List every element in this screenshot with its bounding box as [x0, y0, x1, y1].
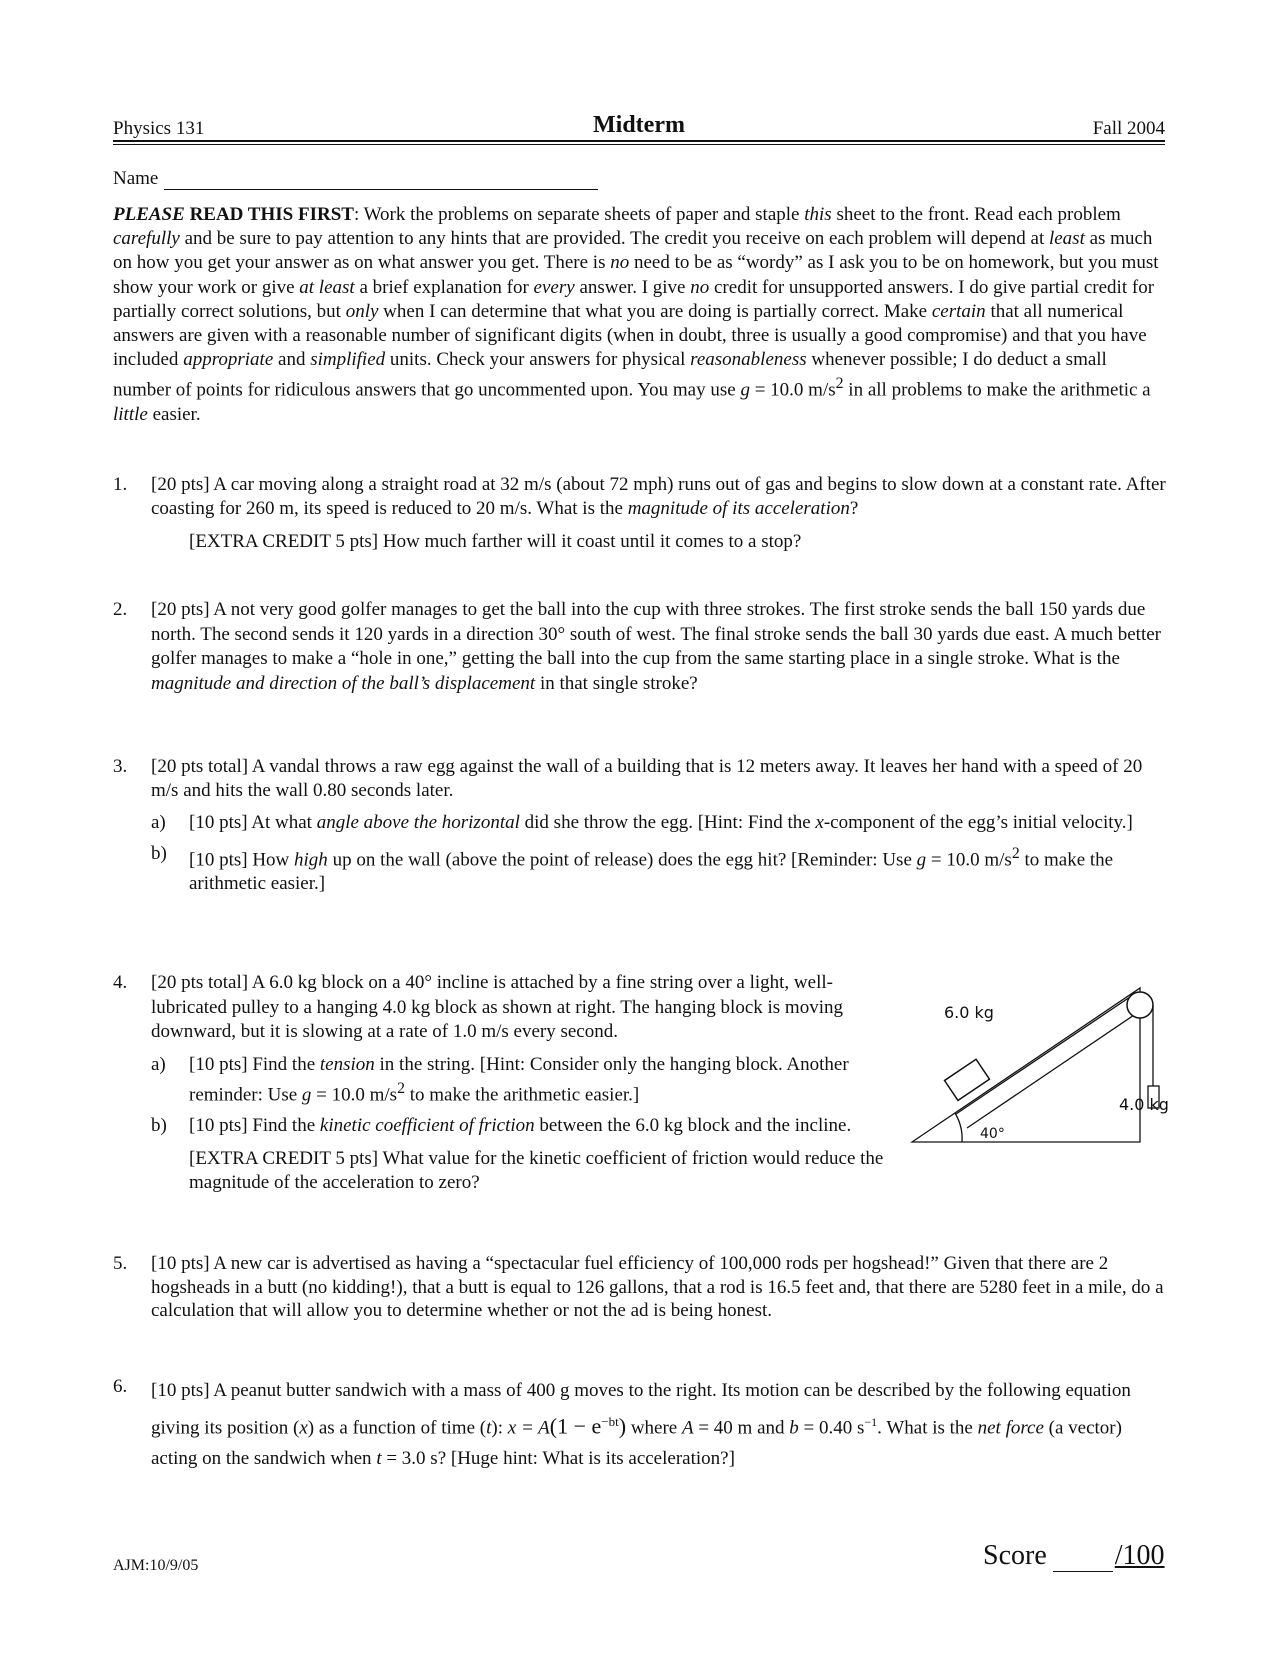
part-text [189, 1053, 893, 1107]
q4a-text: in the string. [Hint: Consider only the hanging block. Another reminder: Use [189, 1053, 849, 1105]
intro-text: and be sure to pay attention to any hints that are provided. The credit you receive on each problem will depend at [179, 228, 1049, 250]
angle-label: 40° [980, 1126, 1005, 1142]
q2-end: in that single stroke? [535, 672, 698, 694]
intro-text: credit for unsupported answers. I do give partial credit for partially correct solutions, but [113, 276, 1155, 322]
intro-em: appropriate [183, 349, 274, 371]
instructions [113, 203, 1168, 427]
question-5 [113, 1252, 1168, 1323]
q3a-text: did she throw the egg. [Hint: Find the [519, 812, 816, 833]
q3a-em: angle above the horizontal [316, 812, 520, 833]
score-total: /100 [1114, 1540, 1165, 1571]
intro-em: at least [299, 276, 355, 298]
intro-em: only [345, 300, 379, 322]
intro-text: easier. [147, 403, 201, 425]
intro-em: no [610, 252, 630, 274]
q4b-text: between the 6.0 kg block and the incline. [534, 1114, 852, 1136]
question-text: [10 pts] A new car is advertised as having a “spectacular fuel efficiency of 100,000 rods per hogshead!” Given that there are 2 hogsheads in a butt (no kidding!), that a butt is equal to 126 gallons, that a rod is 16.5 feet and, that there are 5280 feet in a mile, do a calculation that will allow you to determine whether or not the ad is being honest. [151, 1253, 1164, 1321]
q4a-em: tension [319, 1053, 375, 1075]
term: Fall 2004 [1092, 118, 1165, 139]
g-symbol: g [740, 379, 750, 401]
q3b-text: [10 pts] How [189, 849, 295, 871]
t-symbol: t [376, 1448, 382, 1470]
intro-em: reasonableness [690, 349, 807, 371]
question-3 [113, 755, 1168, 896]
question-number: 1. [113, 474, 128, 495]
q6-text: = 3.0 s? [Huge hint: What is its acceleration?] [381, 1448, 735, 1470]
intro-text: need to be as “wordy” as I ask you to be on homework, but you must show your work or give [113, 252, 1159, 298]
q6-em: net force [977, 1417, 1044, 1439]
footer-id: AJM:10/9/05 [113, 1557, 199, 1574]
question-1 [113, 473, 1168, 554]
superscript: 2 [1011, 845, 1020, 862]
score-blank[interactable] [1053, 1545, 1113, 1572]
t-symbol: t [486, 1417, 492, 1439]
q1-em: magnitude of its acceleration [627, 498, 850, 519]
extra-credit: [EXTRA CREDIT 5 pts] How much farther will it coast until it comes to a stop? [189, 531, 802, 552]
question-text: [20 pts total] A vandal throws a raw egg against the wall of a building that is 12 meters away. It leaves her hand with a speed of 20 m/s and hits the wall 0.80 seconds later. [151, 756, 1143, 801]
q3b-text: = 10.0 m/s [926, 849, 1012, 871]
intro-text: sheet to the front. Read each problem [831, 204, 1121, 225]
q6-text: [10 pts] A peanut butter sandwich with a mass of 400 g moves to the right. Its motion can be described by the following equation giving its position ( [151, 1380, 1131, 1439]
x-symbol: x [815, 812, 824, 833]
q1-end: ? [849, 498, 859, 519]
q6-text: ): [491, 1417, 508, 1439]
intro-em: simplified [310, 349, 386, 371]
intro-em: little [113, 403, 148, 425]
intro-text: in all problems to make the arithmetic a [843, 379, 1151, 401]
q4b-text: [10 pts] Find the [189, 1114, 320, 1136]
block2-label: 4.0 kg [1119, 1095, 1169, 1114]
intro-em: carefully [113, 228, 180, 250]
angle-arc [955, 1113, 962, 1142]
intro-em: every [533, 276, 575, 298]
intro-text: a brief explanation for [354, 276, 534, 298]
part-text [189, 811, 1168, 835]
part-a [151, 811, 1168, 835]
part-b [151, 1114, 893, 1138]
intro-em: this [804, 204, 832, 225]
incline-diagram [910, 982, 1186, 1152]
intro-lead-em: PLEASE [113, 204, 185, 225]
intro-text: = 10.0 m/s [749, 379, 836, 401]
intro-text: whenever possible; I do deduct a small number of points for ridiculous answers that go uncommented upon. You may use [113, 349, 1107, 401]
course-name: Physics 131 [113, 118, 205, 139]
intro-text: that all numerical answers are given with a reasonable number of significant digits (when in doubt, three is usually a good compromise) and that you have included [113, 300, 1147, 371]
q3a-text: [10 pts] At what [189, 812, 317, 833]
intro-text: answer. I give [574, 276, 691, 298]
name-label: Name [113, 168, 159, 189]
x-symbol: x [299, 1417, 308, 1439]
q3a-text: -component of the egg’s initial velocity.] [823, 812, 1133, 833]
string-lower [967, 1011, 1140, 1128]
superscript: −bt [601, 1414, 619, 1429]
question-2 [113, 598, 1168, 696]
part-text [189, 842, 1168, 896]
part-label: b) [151, 843, 167, 864]
intro-text: when I can determine that what you are doing is partially correct. Make [378, 300, 932, 322]
superscript: 2 [397, 1079, 405, 1097]
question-text [151, 598, 1168, 696]
g-symbol: g [301, 1083, 312, 1105]
header-rule [113, 140, 1165, 142]
superscript: 2 [835, 375, 844, 393]
q1-text: [20 pts] A car moving along a straight road at 32 m/s (about 72 mph) runs out of gas and begins to slow down at a constant rate. After coasting for 260 m, its speed is reduced to 20 m/s. What is the [151, 474, 1166, 519]
intro-lead-bold: READ THIS FIRST [184, 204, 354, 225]
q6-text: (a vector) acting on the sandwich when [151, 1417, 1122, 1470]
part-label: a) [151, 812, 166, 833]
part-label: b) [151, 1114, 167, 1136]
q4a-text: to make the arithmetic easier.] [405, 1083, 640, 1105]
question-text: [20 pts total] A 6.0 kg block on a 40° incline is attached by a fine string over a light, well-lubricated pulley to a hanging 4.0 kg block as shown at right. The hanging block is moving downward, but it is slowing at a rate of 1.0 m/s every second. [151, 972, 843, 1042]
equation-close: ) [618, 1413, 627, 1439]
q6-text: . What is the [877, 1417, 978, 1439]
page-title: Midterm [593, 112, 685, 138]
q2-em: magnitude and direction of the ball’s displacement [151, 672, 536, 694]
intro-text: : Work the problems on separate sheets of paper and staple [353, 204, 805, 225]
A-symbol: A [681, 1417, 694, 1439]
q3b-text: to make the arithmetic easier.] [189, 849, 1114, 895]
part-label: a) [151, 1053, 166, 1075]
question-number: 5. [113, 1253, 128, 1274]
g-symbol: g [916, 849, 927, 871]
part-b [151, 842, 1168, 896]
intro-em: least [1048, 228, 1085, 250]
superscript: −1 [864, 1415, 878, 1429]
extra-credit: [EXTRA CREDIT 5 pts] What value for the kinetic coefficient of friction would reduce the magnitude of the acceleration to zero? [189, 1147, 884, 1193]
question-number: 2. [113, 599, 128, 620]
intro-text: units. Check your answers for physical [385, 349, 691, 371]
q2-text: [20 pts] A not very good golfer manages to get the ball into the cup with three strokes. The first stroke sends the ball 150 yards due north. The second sends it 120 yards in a direction 30° south of west. The final stroke sends the ball 30 yards due east. A much better golfer manages to make a “hole in one,” getting the ball into the cup from the same starting place in a single stroke. What is the [151, 599, 1161, 669]
q6-text: where [626, 1417, 682, 1439]
equation-mid: = A [516, 1417, 550, 1439]
part-text [189, 1114, 893, 1138]
pulley-icon [1127, 992, 1153, 1018]
header [113, 112, 1165, 138]
question-6 [113, 1375, 1168, 1474]
question-number: 4. [113, 972, 128, 993]
question-number: 3. [113, 756, 128, 777]
equation-paren: (1 − e [549, 1413, 602, 1439]
header-rule-thin [113, 144, 1165, 145]
question-text [151, 1375, 1168, 1474]
score-label: Score [983, 1540, 1047, 1571]
question-4 [113, 971, 893, 1195]
intro-em: certain [931, 300, 986, 322]
question-number: 6. [113, 1376, 128, 1397]
name-field[interactable] [113, 168, 598, 190]
intro-text: as much on how you get your answer as on what answer you get. There is [113, 228, 1153, 274]
block1-label: 6.0 kg [944, 1003, 994, 1022]
intro-text: and [273, 349, 311, 371]
score-field [983, 1540, 1165, 1572]
q6-text: ) as a function of time ( [307, 1417, 487, 1439]
intro-em: no [690, 276, 710, 298]
equation-lhs: x [507, 1417, 517, 1439]
q4b-em: kinetic coefficient of friction [319, 1114, 535, 1136]
q4a-text: [10 pts] Find the [189, 1053, 320, 1075]
question-text [151, 473, 1168, 521]
q6-text: = 40 m and [693, 1417, 790, 1439]
part-a [151, 1053, 893, 1107]
q4a-text: = 10.0 m/s [311, 1083, 398, 1105]
q6-text: = 0.40 s [798, 1417, 865, 1439]
q3b-em: high [294, 849, 328, 871]
b-symbol: b [789, 1417, 799, 1439]
q3b-text: up on the wall (above the point of release) does the egg hit? [Reminder: Use [327, 849, 917, 871]
name-blank[interactable] [164, 171, 598, 190]
